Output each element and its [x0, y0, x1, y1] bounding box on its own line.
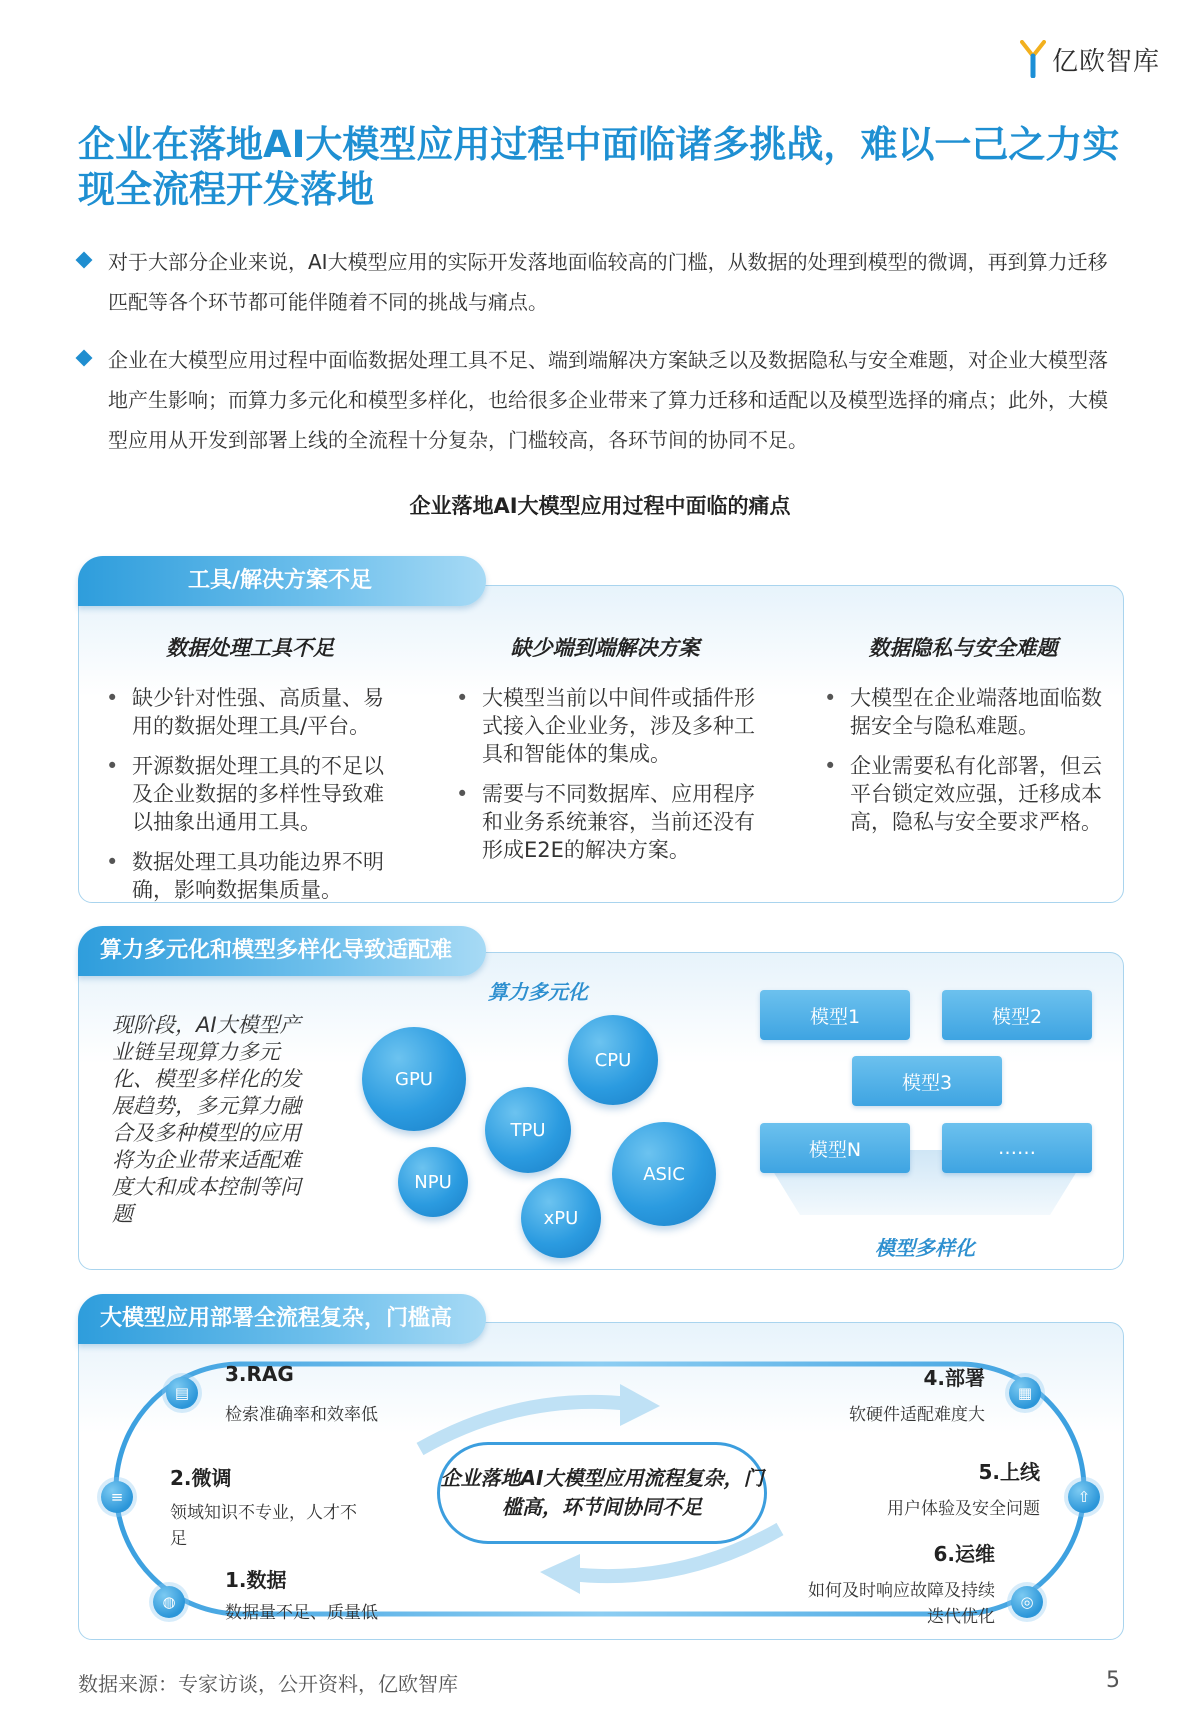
data-source: 数据来源：专家访谈，公开资料，亿欧智库 — [78, 1672, 458, 1696]
sliders-icon: ≡ — [101, 1481, 133, 1513]
step-deploy-desc: 软硬件适配难度大 — [849, 1405, 985, 1425]
model-box-more: …… — [942, 1123, 1092, 1173]
list-item: • 大模型当前以中间件或插件形式接入企业业务，涉及多种工具和智能体的集成。 — [450, 684, 760, 768]
step-ops-title: 6.运维 — [933, 1542, 995, 1566]
figure-title: 企业落地AI大模型应用过程中面临的痛点 — [409, 494, 791, 518]
step-data-title: 1.数据 — [225, 1568, 287, 1592]
search-doc-icon: ▤ — [166, 1377, 198, 1409]
bullet-text: 企业在大模型应用过程中面临数据处理工具不足、端到端解决方案缺乏以及数据隐私与安全难题，对企业大模型落地产生影响；而算力多元化和模型多样化，也给很多企业带来了算力迁移和适配以及模型选择的痛点；此外，大模型应用从开发到部署上线的全流程十分复杂，门槛较高，各环节间的协同不足。 — [108, 348, 1108, 452]
column-title: 数据隐私与安全难题 — [868, 636, 1058, 660]
center-summary-text: 企业落地AI大模型应用流程复杂，门槛高，环节间协同不足 — [440, 1466, 764, 1519]
list-item: • 缺少针对性强、高质量、易用的数据处理工具/平台。 — [100, 684, 400, 740]
chip-gpu: GPU — [362, 1027, 466, 1131]
grid-icon: ▦ — [1009, 1377, 1041, 1409]
bullet-2 — [78, 340, 1118, 460]
compute-description: 现阶段，AI大模型产业链呈现算力多元化、模型多样化的发展趋势，多元算力融合及多种模型的应用将为企业带来适配难度大和成本控制等问题 — [112, 1013, 301, 1226]
brand-name: 亿欧智库 — [1051, 46, 1160, 77]
column-list — [100, 684, 400, 904]
list-item: • 开源数据处理工具的不足以及企业数据的多样性导致难以抽象出通用工具。 — [100, 752, 400, 836]
column-privacy — [818, 632, 1108, 848]
chip-cpu: CPU — [568, 1015, 658, 1105]
column-title: 缺少端到端解决方案 — [510, 636, 700, 660]
chip-xpu: xPU — [521, 1178, 601, 1258]
model-box-3: 模型3 — [852, 1056, 1002, 1106]
tab-compute: 算力多元化和模型多样化导致适配难 — [78, 926, 486, 976]
page-title: 企业在落地AI大模型应用过程中面临诸多挑战，难以一己之力实现全流程开发落地 — [78, 123, 1120, 211]
diamond-icon — [76, 252, 93, 269]
diamond-icon — [76, 350, 93, 367]
chip-npu: NPU — [398, 1147, 468, 1217]
model-box-2: 模型2 — [942, 990, 1092, 1040]
column-list — [450, 684, 760, 864]
step-data-desc: 数据量不足、质量低 — [225, 1603, 378, 1623]
step-launch-title: 5.上线 — [978, 1460, 1040, 1484]
globe-icon: ◎ — [1011, 1586, 1043, 1618]
tab-tools: 工具/解决方案不足 — [78, 556, 486, 606]
list-item: • 企业需要私有化部署，但云平台锁定效应强，迁移成本高，隐私与安全要求严格。 — [818, 752, 1108, 836]
step-finetune-desc: 领域知识不专业，人才不足 — [170, 1503, 357, 1549]
column-e2e — [450, 632, 760, 876]
step-ops-desc: 如何及时响应故障及持续迭代优化 — [808, 1581, 995, 1627]
upload-icon: ⇧ — [1068, 1481, 1100, 1513]
bullet-text: 对于大部分企业来说，AI大模型应用的实际开发落地面临较高的门槛，从数据的处理到模型的微调，再到算力迁移匹配等各个环节都可能伴随着不同的挑战与痛点。 — [108, 250, 1108, 314]
list-item: • 数据处理工具功能边界不明确，影响数据集质量。 — [100, 848, 400, 904]
column-title: 数据处理工具不足 — [166, 636, 334, 660]
step-rag-title: 3.RAG — [225, 1362, 294, 1386]
brand-logo — [1020, 40, 1160, 78]
step-launch-desc: 用户体验及安全问题 — [887, 1499, 1040, 1519]
brand-mark-icon — [1020, 40, 1046, 78]
process-center-summary — [437, 1442, 767, 1544]
list-item: • 大模型在企业端落地面临数据安全与隐私难题。 — [818, 684, 1108, 740]
model-box-1: 模型1 — [760, 990, 910, 1040]
model-label: 模型多样化 — [875, 1236, 975, 1260]
column-list — [818, 684, 1108, 836]
page-number: 5 — [1106, 1668, 1120, 1693]
compute-label: 算力多元化 — [488, 980, 588, 1004]
model-box-n: 模型N — [760, 1123, 910, 1173]
column-data-tools — [100, 632, 400, 916]
chip-asic: ASIC — [612, 1122, 716, 1226]
database-icon: ◍ — [153, 1586, 185, 1618]
bullet-1 — [78, 242, 1118, 322]
step-deploy-title: 4.部署 — [923, 1366, 985, 1390]
list-item: • 需要与不同数据库、应用程序和业务系统兼容，当前还没有形成E2E的解决方案。 — [450, 780, 760, 864]
tab-deploy: 大模型应用部署全流程复杂，门槛高 — [78, 1294, 486, 1344]
step-rag-desc: 检索准确率和效率低 — [225, 1405, 378, 1425]
chip-tpu: TPU — [485, 1087, 571, 1173]
step-finetune-title: 2.微调 — [170, 1466, 232, 1490]
